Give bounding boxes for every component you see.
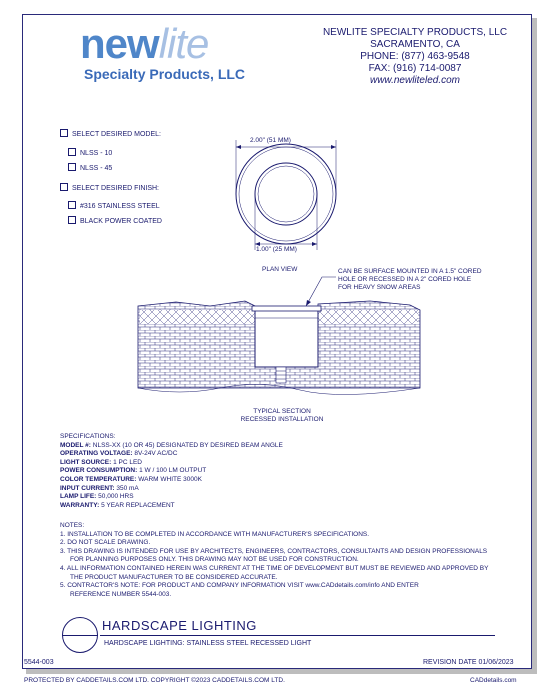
specifications [60,433,500,510]
spec-row: POWER CONSUMPTION: 1 W / 100 LM OUTPUT [60,467,207,475]
company-name: NEWLITE SPECIALTY PRODUCTS, LLC [322,27,508,38]
callout-line-1: CAN BE SURFACE MOUNTED IN A 1.5" CORED [338,268,482,275]
company-phone: PHONE: (877) 463-9548 [360,51,470,62]
detail-marker-divider [62,635,98,636]
reference-number: 5544-003 [24,659,54,666]
model-heading: SELECT DESIRED MODEL: [60,129,161,138]
notes [60,522,510,599]
callout-line-3: FOR HEAVY SNOW AREAS [338,284,421,291]
model-option-45: NLSS - 45 [68,163,112,172]
finish-heading: SELECT DESIRED FINISH: [60,183,159,192]
revision-date: REVISION DATE 01/06/2023 [423,659,514,666]
note-item-continued: REFERENCE NUMBER 5544-003. [70,590,172,598]
note-item: 1. INSTALLATION TO BE COMPLETED IN ACCORDANCE WITH MANUFACTURER'S SPECIFICATIONS. [60,530,370,538]
spec-row: INPUT CURRENT: 350 mA [60,484,139,492]
company-fax: FAX: (916) 714-0087 [368,63,462,74]
model-option-10: NLSS - 10 [68,148,112,157]
title-rule [100,635,495,636]
spec-heading: SPECIFICATIONS: [60,433,116,440]
section-label [232,408,332,424]
note-item: 2. DO NOT SCALE DRAWING. [60,539,151,547]
outer-dimension-label: 2.00" (51 MM) [250,137,291,144]
spec-row: WARRANTY: 5 YEAR REPLACEMENT [60,501,175,509]
spec-row: MODEL #: NLSS-XX (10 OR 45) DESIGNATED BY DESIRED BEAM ANGLE [60,441,283,449]
section-label-1: TYPICAL SECTION [253,408,311,415]
company-city: SACRAMENTO, CA [370,39,460,50]
footer-site: CADdetails.com [470,677,517,684]
spec-row: OPERATING VOLTAGE: 8V-24V AC/DC [60,450,178,458]
spec-row: COLOR TEMPERATURE: WARM WHITE 3000K [60,475,202,483]
footer-protected: PROTECTED BY CADDETAILS.COM LTD. [24,677,149,684]
footer-copyright: COPYRIGHT ©2023 CADDETAILS.COM LTD. [150,677,285,684]
section-callout [338,268,482,292]
logo-subtitle: Specialty Products, LLC [84,66,246,82]
callout-line-2: HOLE OR RECESSED IN A 2" CORED HOLE [338,276,472,283]
logo-word-new: new [80,20,159,67]
note-item: 5. CONTRACTOR'S NOTE: FOR PRODUCT AND COMPANY INFORMATION VISIT www.CADdetails.com/info AND ENTER [60,582,419,590]
drawing-subtitle: HARDSCAPE LIGHTING: STAINLESS STEEL RECESSED LIGHT [104,640,312,647]
drawing-title: HARDSCAPE LIGHTING [102,618,257,633]
spec-row: LIGHT SOURCE: 1 PC LED [60,458,142,466]
finish-option-stainless: #316 STAINLESS STEEL [68,201,160,210]
inner-dimension-label: 1.00" (25 MM) [256,246,297,253]
plan-view-graphic [236,140,336,250]
section-label-2: RECESSED INSTALLATION [240,416,324,423]
logo-word-lite: lite [158,20,209,67]
note-item-continued: THE PRODUCT MANUFACTURER TO BE CONSIDERED ACCURATE. [70,573,278,581]
note-item: 4. ALL INFORMATION CONTAINED HEREIN WAS CURRENT AT THE TIME OF DEVELOPMENT BUT MUST BE REVIEWED AND APPROVED BY [60,564,489,572]
plan-view-label: PLAN VIEW [262,266,298,273]
finish-option-black: BLACK POWER COATED [68,216,162,225]
company-website: www.newliteled.com [369,75,461,86]
note-item: 3. THIS DRAWING IS INTENDED FOR USE BY ARCHITECTS, ENGINEERS, CONTRACTORS, CONSULTANTS AND DESIGN PROFESSIONALS [60,547,488,555]
notes-heading: NOTES: [60,522,85,529]
spec-row: LAMP LIFE: 50,000 HRS [60,493,134,501]
section-graphic [138,277,420,388]
note-item-continued: FOR PLANNING PURPOSES ONLY. THIS DRAWING MAY NOT BE USED FOR CONSTRUCTION. [70,556,359,564]
footer-protection [24,677,285,684]
